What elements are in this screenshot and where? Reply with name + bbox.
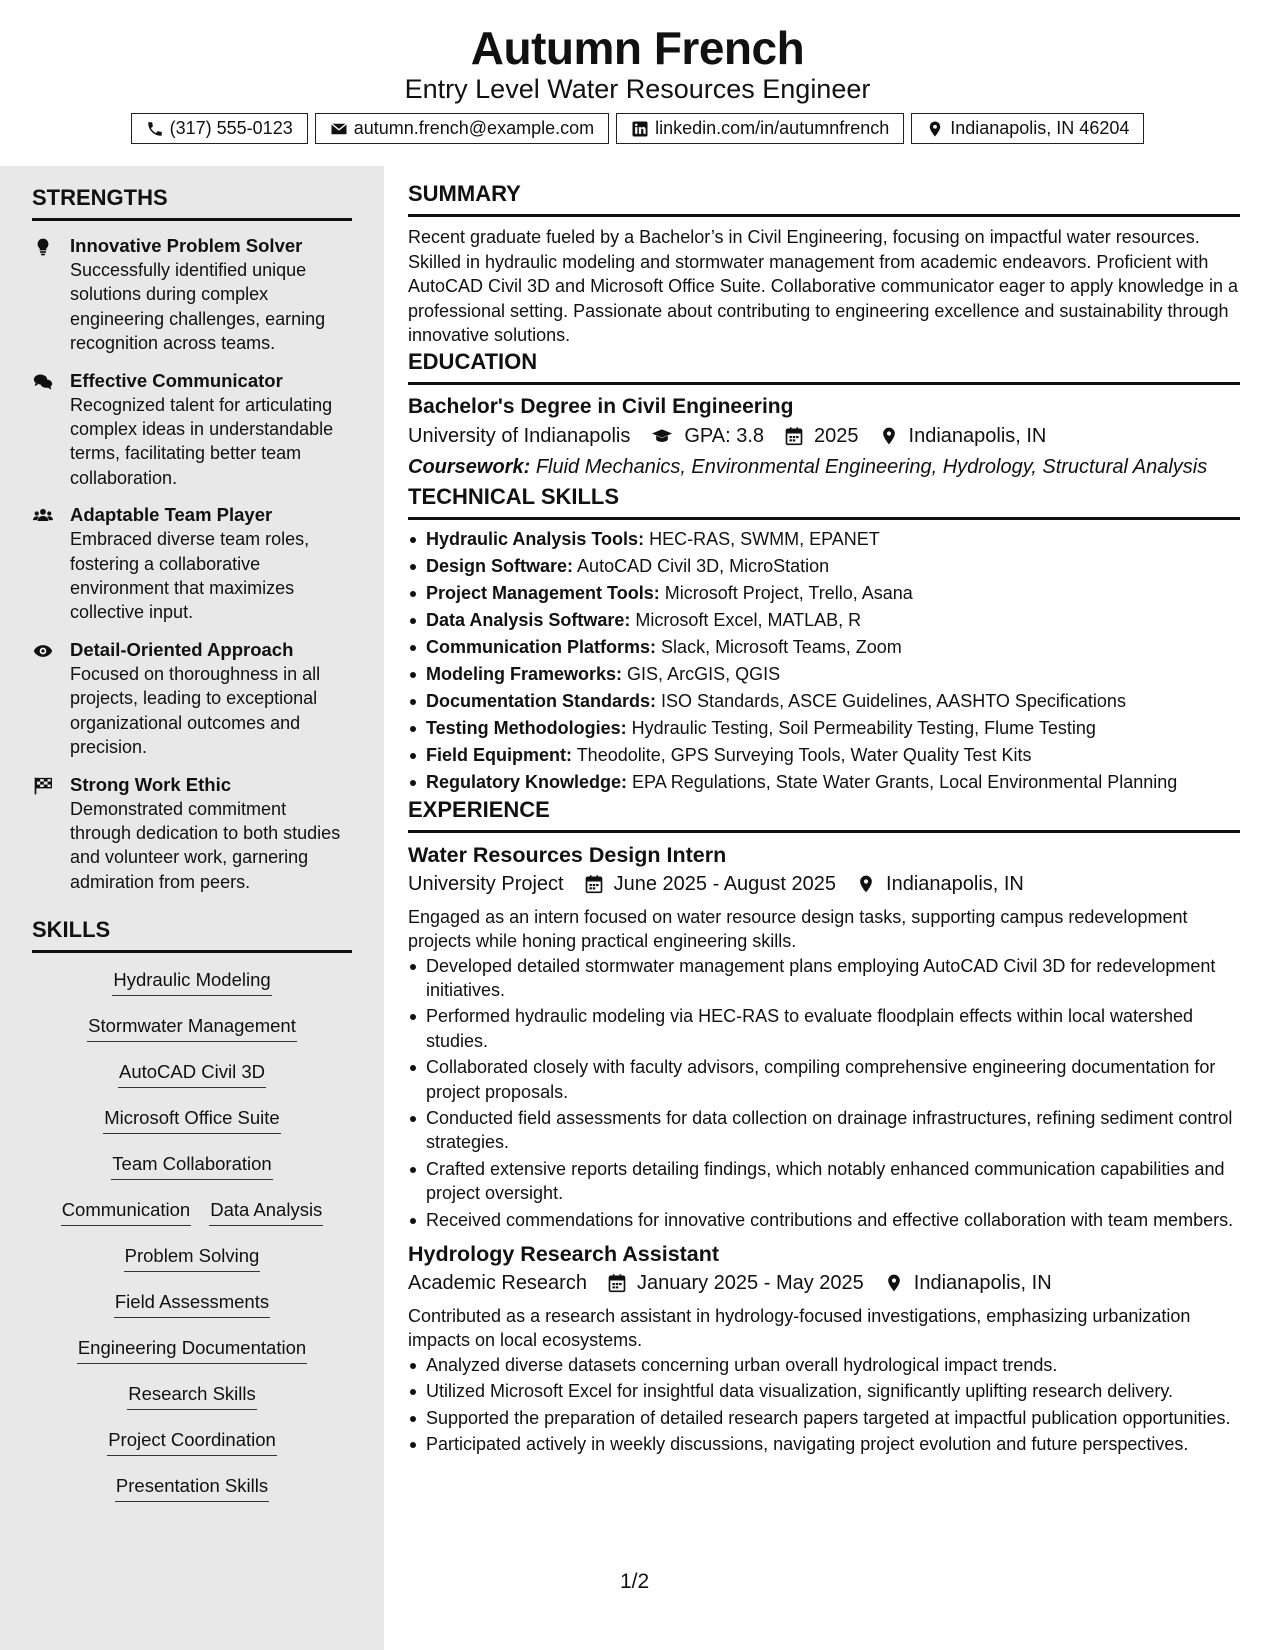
skill-tag: Problem Solving <box>124 1243 261 1272</box>
skill-tag: Engineering Documentation <box>77 1335 307 1364</box>
skill-values: GIS, ArcGIS, QGIS <box>627 663 781 684</box>
calendar-icon <box>607 1273 627 1293</box>
strength-item <box>32 234 352 356</box>
skill-tag: Project Coordination <box>107 1427 277 1456</box>
graduation-cap-icon <box>650 426 674 446</box>
education-heading: EDUCATION <box>408 348 1240 385</box>
list-item <box>408 715 1240 742</box>
skill-category: Documentation Standards: <box>426 690 657 711</box>
strength-title: Adaptable Team Player <box>70 504 273 526</box>
job-title: Hydrology Research Assistant <box>408 1241 720 1266</box>
strengths-heading: STRENGTHS <box>32 184 352 221</box>
coursework-label: Coursework: <box>408 455 531 478</box>
skill-tag: Data Analysis <box>209 1197 323 1226</box>
strength-description: Focused on thoroughness in all projects, leading to exceptional organizational outcomes and precision. <box>70 663 321 758</box>
phone-icon <box>146 120 164 138</box>
list-item <box>408 607 1240 634</box>
calendar-icon <box>784 426 804 446</box>
job-bullets <box>408 1353 1240 1457</box>
job-entry <box>408 1240 1240 1457</box>
list-item: Analyzed diverse datasets concerning urban overall hydrological impact trends. <box>408 1353 1240 1377</box>
eye-icon <box>32 641 54 661</box>
resume-header <box>0 0 1275 166</box>
list-item <box>408 661 1240 688</box>
strength-description: Demonstrated commitment through dedication to both studies and volunteer work, garnering admiration from peers. <box>70 798 341 892</box>
job-entry <box>408 841 1240 1232</box>
lightbulb-icon <box>32 237 54 257</box>
skill-category: Regulatory Knowledge: <box>426 771 628 792</box>
strength-title: Effective Communicator <box>70 369 283 391</box>
job-description: Engaged as an intern focused on water resource design tasks, supporting campus redevelopment projects while honing practical engineering skills. <box>408 906 1188 951</box>
linkedin-text: linkedin.com/in/autumnfrench <box>655 118 890 138</box>
strength-title: Strong Work Ethic <box>70 773 232 795</box>
coursework-list: Fluid Mechanics, Environmental Engineering, Hydrology, Structural Analysis <box>535 455 1208 478</box>
skills-heading: SKILLS <box>32 916 352 953</box>
email-contact[interactable] <box>315 113 609 144</box>
calendar-icon <box>584 874 604 894</box>
map-pin-icon <box>926 120 944 138</box>
linkedin-contact[interactable] <box>616 113 904 144</box>
skill-category: Field Equipment: <box>426 744 572 765</box>
skill-tag: Field Assessments <box>114 1289 270 1318</box>
skill-category: Modeling Frameworks: <box>426 663 623 684</box>
list-item: Performed hydraulic modeling via HEC-RAS to evaluate floodplain effects within local watershed studies. <box>408 1004 1240 1053</box>
list-item: Collaborated closely with faculty advisors, compiling comprehensive engineering documentation for project proposals. <box>408 1055 1240 1104</box>
list-item: Utilized Microsoft Excel for insightful data visualization, significantly uplifting research delivery. <box>408 1379 1240 1403</box>
skill-category: Project Management Tools: <box>426 582 660 603</box>
page-number: 1/2 <box>620 1570 650 1593</box>
skill-tag: Team Collaboration <box>111 1151 272 1180</box>
list-item <box>408 634 1240 661</box>
graduation-year: 2025 <box>814 424 859 447</box>
skill-values: Slack, Microsoft Teams, Zoom <box>661 636 902 657</box>
map-pin-icon <box>856 874 876 894</box>
job-bullets <box>408 954 1240 1232</box>
candidate-name: Autumn French <box>470 22 805 74</box>
skill-values: ISO Standards, ASCE Guidelines, AASHTO Specifications <box>661 690 1126 711</box>
list-item <box>408 526 1240 553</box>
skill-tag: Communication <box>61 1197 192 1226</box>
list-item: Developed detailed stormwater management plans employing AutoCAD Civil 3D for redevelopment initiatives. <box>408 954 1240 1003</box>
skill-tag: Presentation Skills <box>115 1473 269 1502</box>
sidebar <box>0 166 384 1650</box>
list-item <box>408 580 1240 607</box>
gpa-text: GPA: 3.8 <box>684 424 765 447</box>
summary-heading: SUMMARY <box>408 180 1240 217</box>
job-dates: June 2025 - August 2025 <box>613 872 837 895</box>
list-item: Crafted extensive reports detailing findings, which notably enhanced communication capabilities and project oversight. <box>408 1157 1240 1206</box>
email-text: autumn.french@example.com <box>353 118 595 138</box>
education-location: Indianapolis, IN <box>908 424 1047 447</box>
skill-values: Microsoft Project, Trello, Asana <box>664 582 913 603</box>
list-item: Supported the preparation of detailed research papers targeted at impactful publication opportunities. <box>408 1406 1240 1430</box>
skill-tag: Microsoft Office Suite <box>103 1105 280 1134</box>
location-contact <box>911 113 1144 144</box>
skill-category: Testing Methodologies: <box>426 717 627 738</box>
skill-tag: Stormwater Management <box>87 1013 297 1042</box>
strength-item <box>32 503 352 625</box>
users-icon <box>32 506 54 526</box>
location-text: Indianapolis, IN 46204 <box>950 118 1130 138</box>
technical-skills-heading: TECHNICAL SKILLS <box>408 483 1240 520</box>
strength-title: Innovative Problem Solver <box>70 235 303 256</box>
skill-tag: Hydraulic Modeling <box>112 967 271 996</box>
skill-values: EPA Regulations, State Water Grants, Local Environmental Planning <box>632 771 1178 792</box>
linkedin-icon <box>631 120 649 138</box>
coursework <box>408 451 1240 483</box>
strength-description: Embraced diverse team roles, fostering a collaborative environment that maximizes collective input. <box>70 529 310 623</box>
job-location: Indianapolis, IN <box>886 872 1024 895</box>
degree-title: Bachelor's Degree in Civil Engineering <box>408 394 794 418</box>
list-item: Conducted field assessments for data collection on drainage infrastructures, refining sediment control strategies. <box>408 1106 1240 1155</box>
strength-description: Recognized talent for articulating complex ideas in understandable terms, facilitating better team collaboration. <box>70 394 334 488</box>
skill-values: Hydraulic Testing, Soil Permeability Testing, Flume Testing <box>631 717 1096 738</box>
skill-tag: AutoCAD Civil 3D <box>118 1059 266 1088</box>
skill-values: AutoCAD Civil 3D, MicroStation <box>577 555 830 576</box>
job-meta <box>408 1268 1240 1298</box>
job-dates: January 2025 - May 2025 <box>636 1271 864 1294</box>
envelope-icon <box>330 120 348 138</box>
school-name: University of Indianapolis <box>408 424 631 447</box>
skill-category: Hydraulic Analysis Tools: <box>426 528 645 549</box>
comments-icon <box>32 372 54 392</box>
job-org: Academic Research <box>408 1271 587 1294</box>
strength-item <box>32 773 352 895</box>
job-description: Contributed as a research assistant in hydrology-focused investigations, emphasizing urbanization impacts on local ecosystems. <box>408 1305 1191 1351</box>
skill-values: Microsoft Excel, MATLAB, R <box>635 609 862 630</box>
skill-category: Communication Platforms: <box>426 636 657 657</box>
skill-tag: Research Skills <box>127 1381 257 1410</box>
list-item <box>408 742 1240 769</box>
list-item <box>408 553 1240 580</box>
job-title: Entry Level Water Resources Engineer <box>404 74 871 104</box>
experience-heading: EXPERIENCE <box>408 796 1240 833</box>
list-item <box>408 769 1240 796</box>
job-location: Indianapolis, IN <box>913 1271 1052 1294</box>
job-meta <box>408 869 1240 899</box>
map-pin-icon <box>879 426 899 446</box>
phone-text: (317) 555-0123 <box>169 118 293 138</box>
skill-values: Theodolite, GPS Surveying Tools, Water Quality Test Kits <box>576 744 1032 765</box>
strength-item <box>32 638 352 760</box>
checkered-flag-icon <box>32 776 54 796</box>
skills-list <box>32 967 352 1519</box>
phone-contact[interactable] <box>131 113 308 144</box>
list-item: Participated actively in weekly discussions, navigating project evolution and future perspectives. <box>408 1432 1240 1456</box>
contact-bar <box>0 113 1275 144</box>
job-org: University Project <box>408 872 564 895</box>
skill-category: Design Software: <box>426 555 574 576</box>
list-item: Received commendations for innovative contributions and effective collaboration with team members. <box>408 1208 1240 1232</box>
strength-title: Detail-Oriented Approach <box>70 638 294 660</box>
technical-skills-list <box>408 526 1240 796</box>
strength-description: Successfully identified unique solutions during complex engineering challenges, earning recognition across teams. <box>70 260 326 354</box>
job-title: Water Resources Design Intern <box>408 842 727 867</box>
map-pin-icon <box>884 1273 904 1293</box>
education-meta <box>408 421 1240 451</box>
skill-values: HEC-RAS, SWMM, EPANET <box>649 528 880 549</box>
strength-item <box>32 369 352 491</box>
list-item <box>408 688 1240 715</box>
main-content <box>408 180 1240 1459</box>
summary-text: Recent graduate fueled by a Bachelor’s in Civil Engineering, focusing on impactful water resources. Skilled in hydraulic modeling and stormwater management from academic endeavors. Proficient with AutoCAD Civil 3D and Microsoft Office Suite. Collaborative communicator eager to apply knowledge in a professional setting. Passionate about contributing to engineering excellence and sustainability through innovative solutions. <box>408 227 1239 345</box>
skill-category: Data Analysis Software: <box>426 609 631 630</box>
